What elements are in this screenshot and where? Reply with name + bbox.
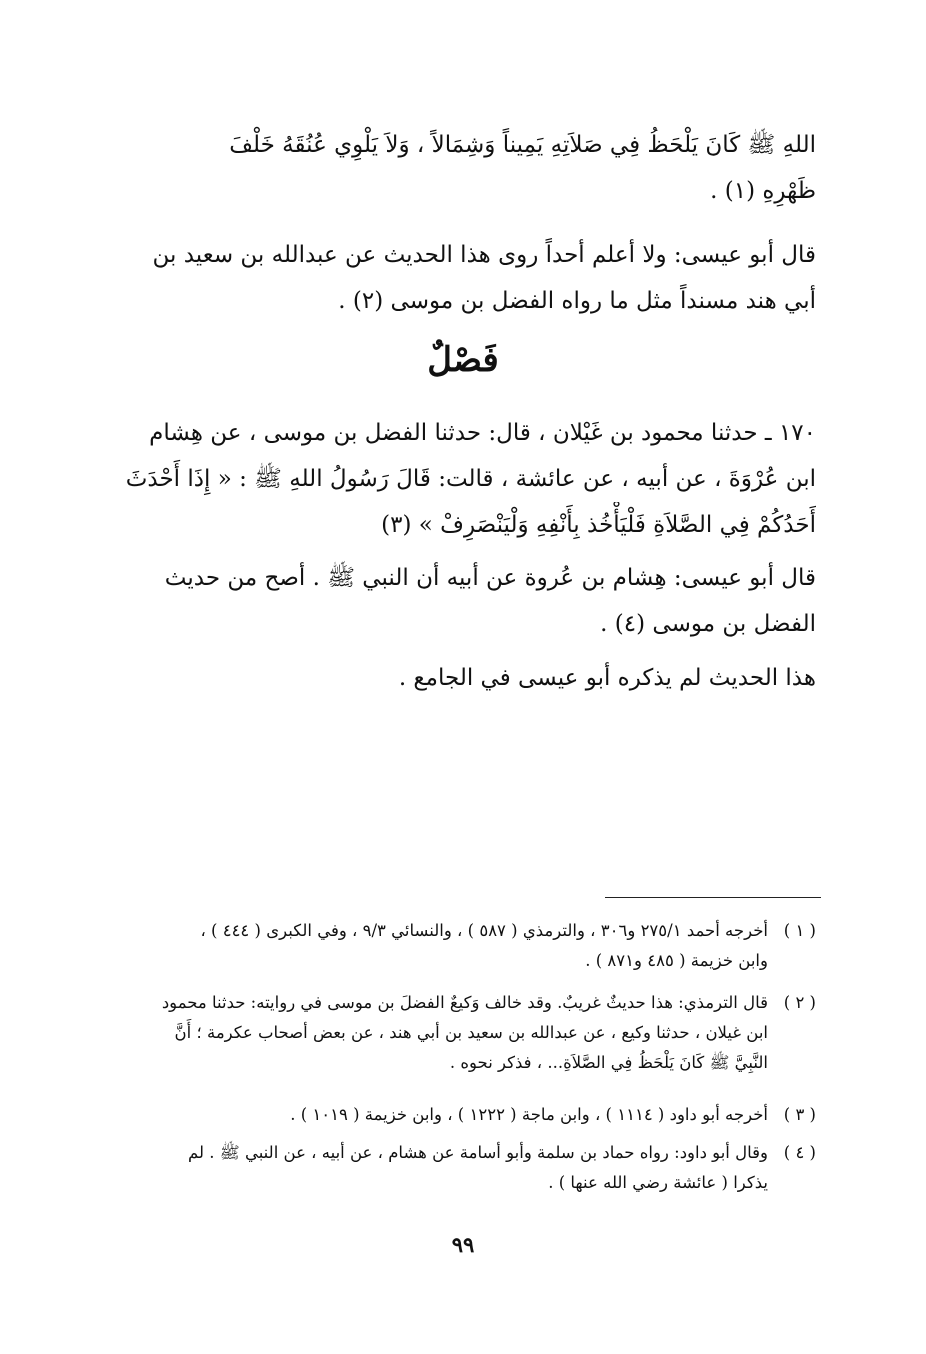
footnote-text: وقال أبو داود: رواه حماد بن سلمة وأبو أسامة عن هشام ، عن أبيه ، عن النبي ﷺ . لم (188, 1143, 768, 1162)
page-number: ٩٩ (451, 1232, 475, 1257)
footnote-2 (116, 988, 816, 1078)
paragraph-line: ابن عُرْوَةَ ، عن أبيه ، عن عائشة ، قالت: قَالَ رَسُولُ اللهِ ﷺ : « إِذَا أَحْدَثَ (125, 466, 816, 492)
footnote-line (116, 1138, 816, 1168)
footnote-3 (116, 1100, 816, 1130)
footnote-4 (116, 1138, 816, 1198)
footnote-separator (605, 897, 821, 898)
paragraph-2 (116, 232, 816, 324)
paragraph-3 (116, 410, 816, 548)
footnote-line (116, 1100, 816, 1130)
footnote-text: أخرجه أحمد ٢٧٥/١ و٣٠٦ ، والترمذي ( ٥٨٧ ) ، والنسائي ٩/٣ ، وفي الكبرى ( ٤٤٤ ) ، (200, 921, 768, 940)
footnote-number: ( ٢ ) (783, 993, 816, 1012)
footnote-line: ابن غيلان ، حدثنا وكيع ، عن عبدالله بن سعيد بن أبي هند ، عن بعض أصحاب عكرمة ؛ أَنَّ (174, 1023, 768, 1042)
footnote-number: ( ٣ ) (783, 1105, 816, 1124)
footnote-number: ( ٤ ) (783, 1143, 816, 1162)
footnote-line: النَّبِيَّ ﷺ كَانَ يَلْحَظُ فِي الصَّلاَةِ... ، فذكر نحوه . (449, 1053, 768, 1072)
paragraph-5 (116, 655, 816, 701)
paragraph-line: قال أبو عيسى: ولا أعلم أحداً روى هذا الحديث عن عبدالله بن سعيد بن (152, 242, 816, 268)
paragraph-line: الفضل بن موسى (٤) . (600, 611, 816, 637)
footnote-number: ( ١ ) (783, 921, 816, 940)
paragraph-4 (116, 555, 816, 647)
footnote-text: أخرجه أبو داود ( ١١١٤ ) ، وابن ماجة ( ١٢٢٢ ) ، وابن خزيمة ( ١٠١٩ ) . (290, 1105, 768, 1124)
footnote-line (116, 988, 816, 1018)
paragraph-line: ظَهْرِهِ (١) . (710, 178, 816, 204)
paragraph-line: اللهِ ﷺ كَانَ يَلْحَظُ فِي صَلاَتِهِ يَمِيناً وَشِمَالاً ، وَلاَ يَلْوِي عُنُقَهُ خَلْفَ (229, 132, 816, 158)
paragraph-1 (116, 122, 816, 214)
paragraph-line: هذا الحديث لم يذكره أبو عيسى في الجامع . (398, 665, 816, 691)
paragraph-line: قال أبو عيسى: هِشام بن عُروة عن أبيه أن النبي ﷺ . أصح من حديث (164, 565, 816, 591)
footnote-line (116, 916, 816, 946)
footnote-1 (116, 916, 816, 976)
paragraph-line: ١٧٠ ـ حدثنا محمود بن غَيْلان ، قال: حدثنا الفضل بن موسى ، عن هِشام (149, 420, 816, 446)
paragraph-line: أبي هند مسنداً مثل ما رواه الفضل بن موسى (٢) . (338, 288, 816, 314)
footnote-text: قال الترمذي: هذا حديثٌ غريبٌ. وقد خالف وَكيعٌ الفضلَ بن موسى في روايته: حدثنا محمود (161, 993, 768, 1012)
section-heading: فَصْلٌ (427, 340, 499, 380)
footnote-line: يذكرا ( عائشة رضي الله عنها ) . (548, 1173, 768, 1192)
paragraph-line: أَحَدُكُمْ فِي الصَّلاَةِ فَلْيَأْخُذ بِأَنْفِهِ وَلْيَنْصَرِفْ » (٣) (381, 512, 816, 538)
footnote-line: وابن خزيمة ( ٤٨٥ و٨٧١ ) . (585, 951, 768, 970)
